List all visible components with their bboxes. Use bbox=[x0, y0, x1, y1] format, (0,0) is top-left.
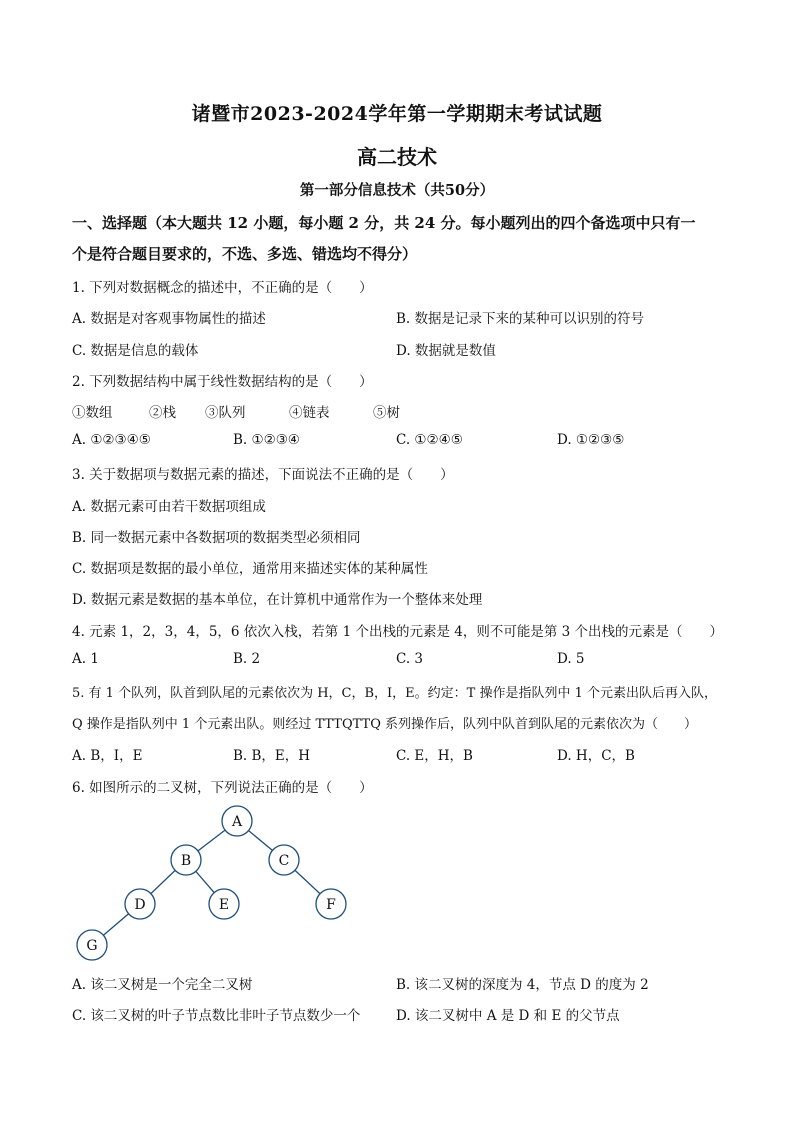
part-heading: 第一部分信息技术（共50分） bbox=[299, 182, 495, 199]
question-3-option-b: B. 同一数据元素中各数据项的数据类型必须相同 bbox=[72, 530, 361, 546]
question-5-option-c: C. E，H，B bbox=[396, 748, 473, 764]
question-5-option-a: A. B，I，E bbox=[72, 748, 143, 764]
exam-subtitle: 高二技术 bbox=[357, 145, 437, 169]
question-2-item-3: ③队列 bbox=[205, 405, 246, 421]
question-2-stem: 2. 下列数据结构中属于线性数据结构的是（ ） bbox=[72, 374, 373, 390]
question-5-stem-line1: 5. 有 1 个队列，队首到队尾的元素依次为 H，C，B，I，E。约定：T 操作是指队列中 1 个元素出队后再入队， bbox=[72, 686, 718, 701]
question-6-option-d: D. 该二叉树中 A 是 D 和 E 的父节点 bbox=[396, 1008, 620, 1024]
exam-title: 诸暨市2023-2024学年第一学期期末考试试题 bbox=[191, 103, 603, 125]
question-1-option-c: C. 数据是信息的载体 bbox=[72, 343, 199, 359]
question-2-item-5: ⑤树 bbox=[373, 405, 400, 421]
question-2-item-1: ①数组 bbox=[72, 405, 113, 421]
question-3-option-a: A. 数据元素可由若干数据项组成 bbox=[72, 499, 266, 515]
question-3-stem: 3. 关于数据项与数据元素的描述，下面说法不正确的是（ ） bbox=[72, 467, 454, 483]
question-2-option-d: D. ①②③⑤ bbox=[557, 432, 625, 448]
tree-node-a-label: A bbox=[231, 814, 243, 830]
question-3-option-d: D. 数据元素是数据的基本单位，在计算机中通常作为一个整体来处理 bbox=[72, 592, 483, 608]
binary-tree-diagram bbox=[70, 800, 370, 965]
question-2-option-b: B. ①②③④ bbox=[233, 432, 300, 448]
question-4-stem: 4. 元素 1，2，3，4，5，6 依次入栈，若第 1 个出栈的元素是 4，则不可能是第 3 个出栈的元素是（ ） bbox=[72, 624, 724, 640]
question-4-option-d: D. 5 bbox=[557, 651, 585, 667]
tree-node-g bbox=[77, 930, 107, 960]
question-1-option-a: A. 数据是对客观事物属性的描述 bbox=[72, 311, 266, 327]
question-5-option-d: D. H，C，B bbox=[557, 748, 635, 764]
tree-node-f bbox=[316, 889, 346, 919]
tree-node-b bbox=[171, 845, 201, 875]
question-6-option-b: B. 该二叉树的深度为 4，节点 D 的度为 2 bbox=[396, 977, 649, 993]
question-4-option-b: B. 2 bbox=[233, 651, 261, 667]
tree-node-d-label: D bbox=[134, 897, 146, 913]
question-1-option-b: B. 数据是记录下来的某种可以识别的符号 bbox=[396, 311, 645, 327]
question-2-item-2: ②栈 bbox=[149, 405, 176, 421]
question-6-option-a: A. 该二叉树是一个完全二叉树 bbox=[72, 977, 253, 993]
question-1-stem: 1. 下列对数据概念的描述中，不正确的是（ ） bbox=[72, 280, 373, 296]
question-5-stem-line2: Q 操作是指队列中 1 个元素出队。则经过 TTTQTTQ 系列操作后，队列中队首到队尾的元素依次为（ ） bbox=[72, 717, 697, 732]
tree-node-d bbox=[125, 889, 155, 919]
tree-node-f-label: F bbox=[326, 897, 336, 913]
question-2-option-a: A. ①②③④⑤ bbox=[72, 432, 151, 448]
question-6-option-c: C. 该二叉树的叶子节点数比非叶子节点数少一个 bbox=[72, 1008, 361, 1024]
section-heading-line2: 个是符合题目要求的，不选、多选、错选均不得分） bbox=[72, 245, 418, 263]
tree-node-e-label: E bbox=[218, 897, 230, 913]
tree-node-e bbox=[209, 889, 239, 919]
question-2-item-4: ④链表 bbox=[289, 405, 330, 421]
tree-node-c-label: C bbox=[278, 853, 290, 869]
question-6-stem: 6. 如图所示的二叉树，下列说法正确的是（ ） bbox=[72, 780, 373, 796]
tree-node-g-label: G bbox=[86, 938, 98, 954]
section-heading-line1: 一、选择题（本大题共 12 小题，每小题 2 分，共 24 分。每小题列出的四个备选项中只有一 bbox=[72, 214, 696, 232]
question-5-option-b: B. B，E，H bbox=[233, 748, 311, 764]
tree-node-b-label: B bbox=[180, 853, 192, 869]
question-3-option-c: C. 数据项是数据的最小单位，通常用来描述实体的某种属性 bbox=[72, 561, 428, 577]
tree-node-a bbox=[222, 806, 252, 836]
tree-node-c bbox=[269, 845, 299, 875]
question-1-option-d: D. 数据就是数值 bbox=[396, 343, 496, 359]
question-4-option-c: C. 3 bbox=[396, 651, 424, 667]
question-2-option-c: C. ①②④⑤ bbox=[396, 432, 463, 448]
question-4-option-a: A. 1 bbox=[72, 651, 99, 667]
